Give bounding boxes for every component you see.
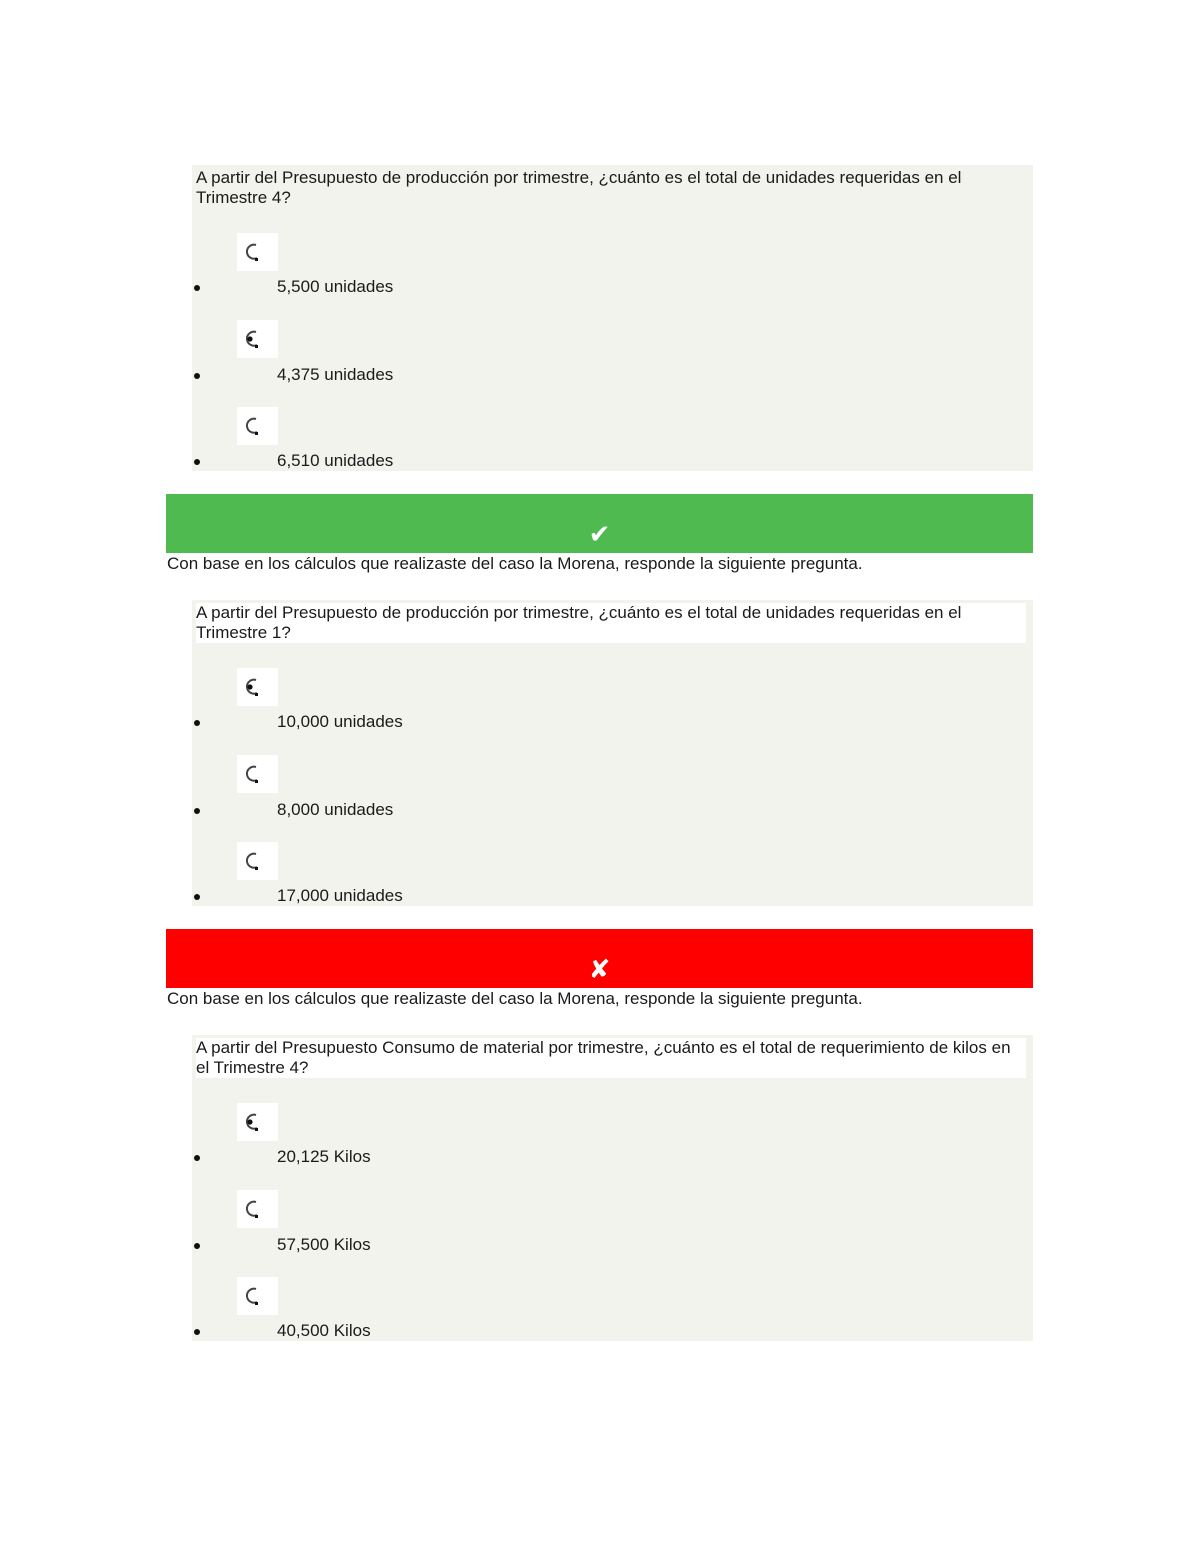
question-2-panel bbox=[192, 600, 1033, 906]
bullet bbox=[194, 1329, 200, 1335]
option-1-3-radio[interactable] bbox=[237, 407, 278, 445]
radio-selected-icon bbox=[237, 320, 278, 358]
radio-unselected-icon bbox=[237, 407, 278, 445]
question-1-text: A partir del Presupuesto de producción por trimestre, ¿cuánto es el total de unidades requeridas en el Trimestre 4? bbox=[196, 168, 962, 207]
bullet bbox=[194, 459, 200, 465]
option-2-2-radio[interactable] bbox=[237, 755, 278, 793]
option-3-3-label: 40,500 Kilos bbox=[277, 1321, 371, 1340]
question-3-intro: Con base en los cálculos que realizaste del caso la Morena, responde la siguiente pregunta. bbox=[167, 989, 1033, 1009]
option-3-1-label: 20,125 Kilos bbox=[277, 1147, 371, 1166]
question-1-panel bbox=[192, 165, 1033, 471]
result-incorrect-bar bbox=[166, 929, 1033, 988]
bullet bbox=[194, 894, 200, 900]
cross-icon: ✘ bbox=[588, 955, 611, 985]
option-3-2-label: 57,500 Kilos bbox=[277, 1235, 371, 1254]
check-icon: ✔ bbox=[588, 520, 611, 550]
question-2-text: A partir del Presupuesto de producción por trimestre, ¿cuánto es el total de unidades requeridas en el Trimestre 1? bbox=[196, 603, 1026, 643]
radio-unselected-icon bbox=[237, 755, 278, 793]
radio-unselected-icon bbox=[237, 233, 278, 271]
option-2-1-label: 10,000 unidades bbox=[277, 712, 403, 731]
question-3-panel bbox=[192, 1035, 1033, 1341]
radio-unselected-icon bbox=[237, 1277, 278, 1315]
radio-unselected-icon bbox=[237, 1190, 278, 1228]
bullet bbox=[194, 373, 200, 379]
bullet bbox=[194, 808, 200, 814]
radio-selected-icon bbox=[237, 1103, 278, 1141]
radio-unselected-icon bbox=[237, 842, 278, 880]
option-2-3-label: 17,000 unidades bbox=[277, 886, 403, 905]
option-3-3-radio[interactable] bbox=[237, 1277, 278, 1315]
option-3-2-radio[interactable] bbox=[237, 1190, 278, 1228]
option-1-1-radio[interactable] bbox=[237, 233, 278, 271]
option-1-2-label: 4,375 unidades bbox=[277, 365, 394, 384]
bullet bbox=[194, 285, 200, 291]
option-1-3-label: 6,510 unidades bbox=[277, 451, 394, 470]
option-1-2-radio[interactable] bbox=[237, 320, 278, 358]
option-1-1-label: 5,500 unidades bbox=[277, 277, 394, 296]
option-3-1-radio[interactable] bbox=[237, 1103, 278, 1141]
result-correct-bar bbox=[166, 494, 1033, 553]
bullet bbox=[194, 1243, 200, 1249]
radio-selected-icon bbox=[237, 668, 278, 706]
option-2-2-label: 8,000 unidades bbox=[277, 800, 394, 819]
question-2-intro: Con base en los cálculos que realizaste del caso la Morena, responde la siguiente pregunta. bbox=[167, 554, 1033, 574]
option-2-3-radio[interactable] bbox=[237, 842, 278, 880]
option-2-1-radio[interactable] bbox=[237, 668, 278, 706]
bullet bbox=[194, 1155, 200, 1161]
question-3-text: A partir del Presupuesto Consumo de material por trimestre, ¿cuánto es el total de requerimiento de kilos en el Trimestre 4? bbox=[196, 1038, 1026, 1078]
bullet bbox=[194, 720, 200, 726]
